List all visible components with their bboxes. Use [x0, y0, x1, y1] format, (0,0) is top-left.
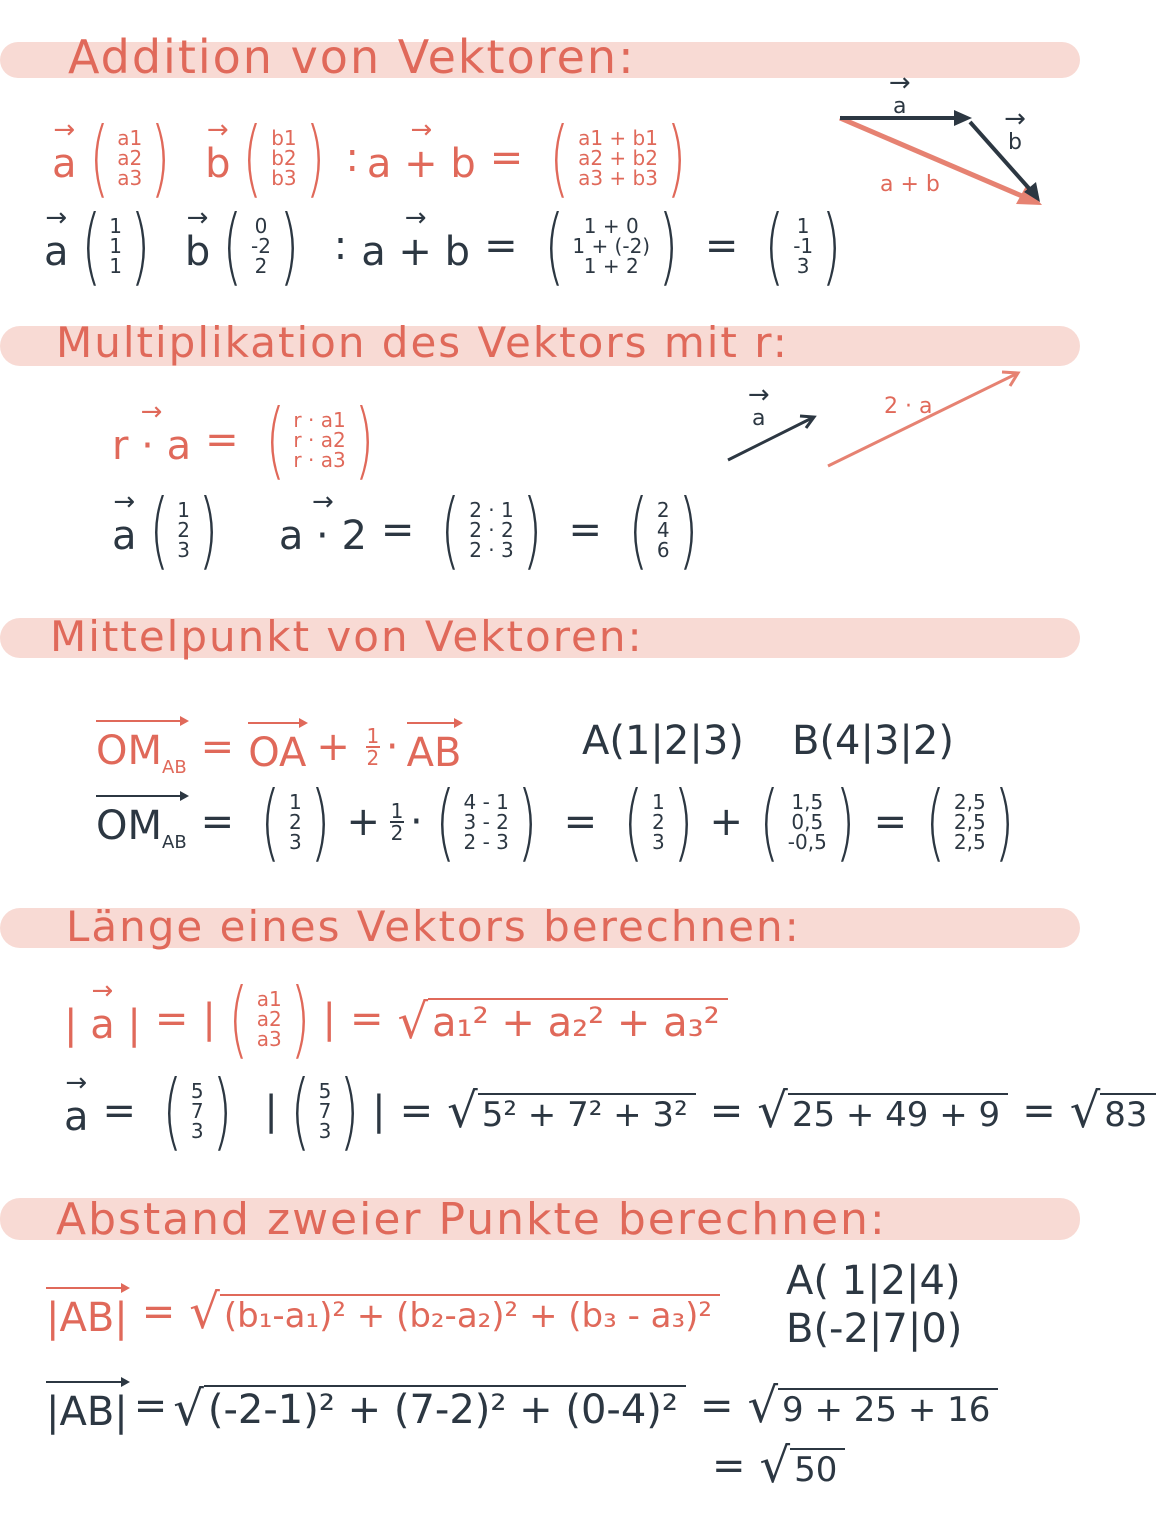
distance-result-line: = √ 50 — [712, 1436, 845, 1496]
distance-point-b: B(-2|7|0) — [786, 1306, 963, 1352]
distance-point-a: A( 1|2|4) — [786, 1258, 961, 1304]
vector-b-components: ( b1 b2 b3 ) — [243, 109, 325, 207]
example-sum-lhs: → a + b — [361, 217, 470, 275]
example-a-label: → a — [44, 217, 69, 275]
mult-example-a-label: → a — [112, 501, 137, 559]
r-times-a-lhs: → r · a — [112, 411, 191, 469]
multiplication-diagram — [720, 360, 1040, 480]
diagram-label-a: → a — [893, 82, 906, 119]
mult-example-lhs: → a · 2 — [279, 501, 367, 559]
vector-a-label: → a — [52, 129, 77, 187]
addition-example: → a ( 1 1 1 ) → b ( 0 -2 2 ) : → a + b = ( 1 + 0 1 + (-2) 1 + 2 ) = ( 1 -1 3 ) — [44, 196, 854, 296]
length-step2: 25 + 49 + 9 — [788, 1093, 1008, 1135]
vector-b-label: → b — [205, 129, 230, 187]
addition-diagram — [830, 80, 1060, 220]
heading-addition: Addition von Vektoren: — [68, 30, 636, 84]
diagram-label-a-mult: → a — [752, 394, 765, 431]
multiplication-example: → a ( 1 2 3 ) → a · 2 = ( 2 · 1 2 · 2 2 · 3 ) = ( 2 4 6 ) — [112, 480, 710, 580]
midpoint-point-b: B(4|3|2) — [792, 718, 954, 764]
oa-term: OA — [248, 718, 306, 776]
addition-general-formula: → a ( a1 a2 a3 ) → b ( b1 b2 b3 ) : → a + b = ( a1 + b1 a2 + b2 a3 + b3 ) — [52, 108, 699, 208]
length-example: → a = ( 5 7 3 ) | ( 5 7 3 ) | = √ 5² + 7² + 3² = √ 25 + 49 + 9 = √ 83 — [64, 1066, 1156, 1156]
heading-midpoint: Mittelpunkt von Vektoren: — [50, 612, 644, 661]
distance-lhs: |AB| — [46, 1283, 128, 1341]
sum-general-components: ( a1 + b1 a2 + b2 a3 + b3 ) — [549, 109, 687, 207]
distance-general-radicand: (b₁-a₁)² + (b₂-a₂)² + (b₃ - a₃)² — [220, 1294, 720, 1336]
distance-step: 9 + 25 + 16 — [778, 1388, 998, 1430]
multiplication-general-formula: → r · a = ( r · a1 r · a2 r · a3 ) — [112, 390, 386, 490]
diagram-a-arrow — [728, 418, 812, 460]
diagram-2a-arrow — [828, 374, 1016, 466]
distance-result: 50 — [790, 1448, 845, 1490]
sum-lhs: → a + b — [367, 129, 476, 187]
heading-length: Länge eines Vektors berechnen: — [66, 902, 801, 951]
distance-general-formula: |AB| = √ (b₁-a₁)² + (b₂-a₂)² + (b₃ - a₃)² — [46, 1272, 720, 1352]
length-example-a: → a — [64, 1082, 89, 1140]
diagram-label-b: → b — [1008, 118, 1022, 155]
distance-example: |AB| = √ (-2-1)² + (7-2)² + (0-4)² = √ 9 + 25 + 16 — [46, 1366, 998, 1446]
diagram-label-sum: a + b — [880, 172, 940, 197]
distance-example-radicand: (-2-1)² + (7-2)² + (0-4)² — [204, 1385, 686, 1433]
length-general-formula: → | a | = | ( a1 a2 a3 ) | = √ a₁² + a₂² + a₃² — [64, 974, 728, 1064]
distance-example-lhs: |AB| — [46, 1377, 128, 1435]
midpoint-formula: $OM_{AB}$ = OA + $\frac{1}{2}$ · AB — [96, 712, 461, 782]
length-result: 83 — [1100, 1093, 1155, 1135]
om-ab-example-lhs: $OM_{AB}$ — [96, 791, 187, 853]
length-lhs: → | a | — [64, 990, 141, 1048]
midpoint-example: $OM_{AB}$ = ( 1 2 3 ) + $\frac{1}{2}$ · ( 4 - 1 3 - 2 2 - 3 ) = ( 1 2 3 ) + ( 1,5 0,5 -0,5 ) = ( 2,5 2,5 2,5 ) — [96, 773, 1014, 871]
length-step1: 5² + 7² + 3² — [478, 1093, 696, 1135]
vector-a-components: ( a1 a2 a3 ) — [89, 109, 171, 207]
example-b-label: → b — [185, 217, 210, 275]
half-fraction: $\frac{1}{2}$ — [366, 724, 380, 770]
diagram-label-2a: 2 · a — [884, 394, 933, 419]
length-general-radicand: a₁² + a₂² + a₃² — [428, 998, 728, 1046]
midpoint-point-a: A(1|2|3) — [582, 718, 744, 764]
heading-distance: Abstand zweier Punkte berechnen: — [56, 1194, 887, 1245]
ab-term: AB — [407, 718, 462, 776]
om-ab-lhs: $OM_{AB}$ — [96, 716, 187, 778]
heading-multiplication: Multiplikation des Vektors mit r: — [56, 318, 789, 367]
